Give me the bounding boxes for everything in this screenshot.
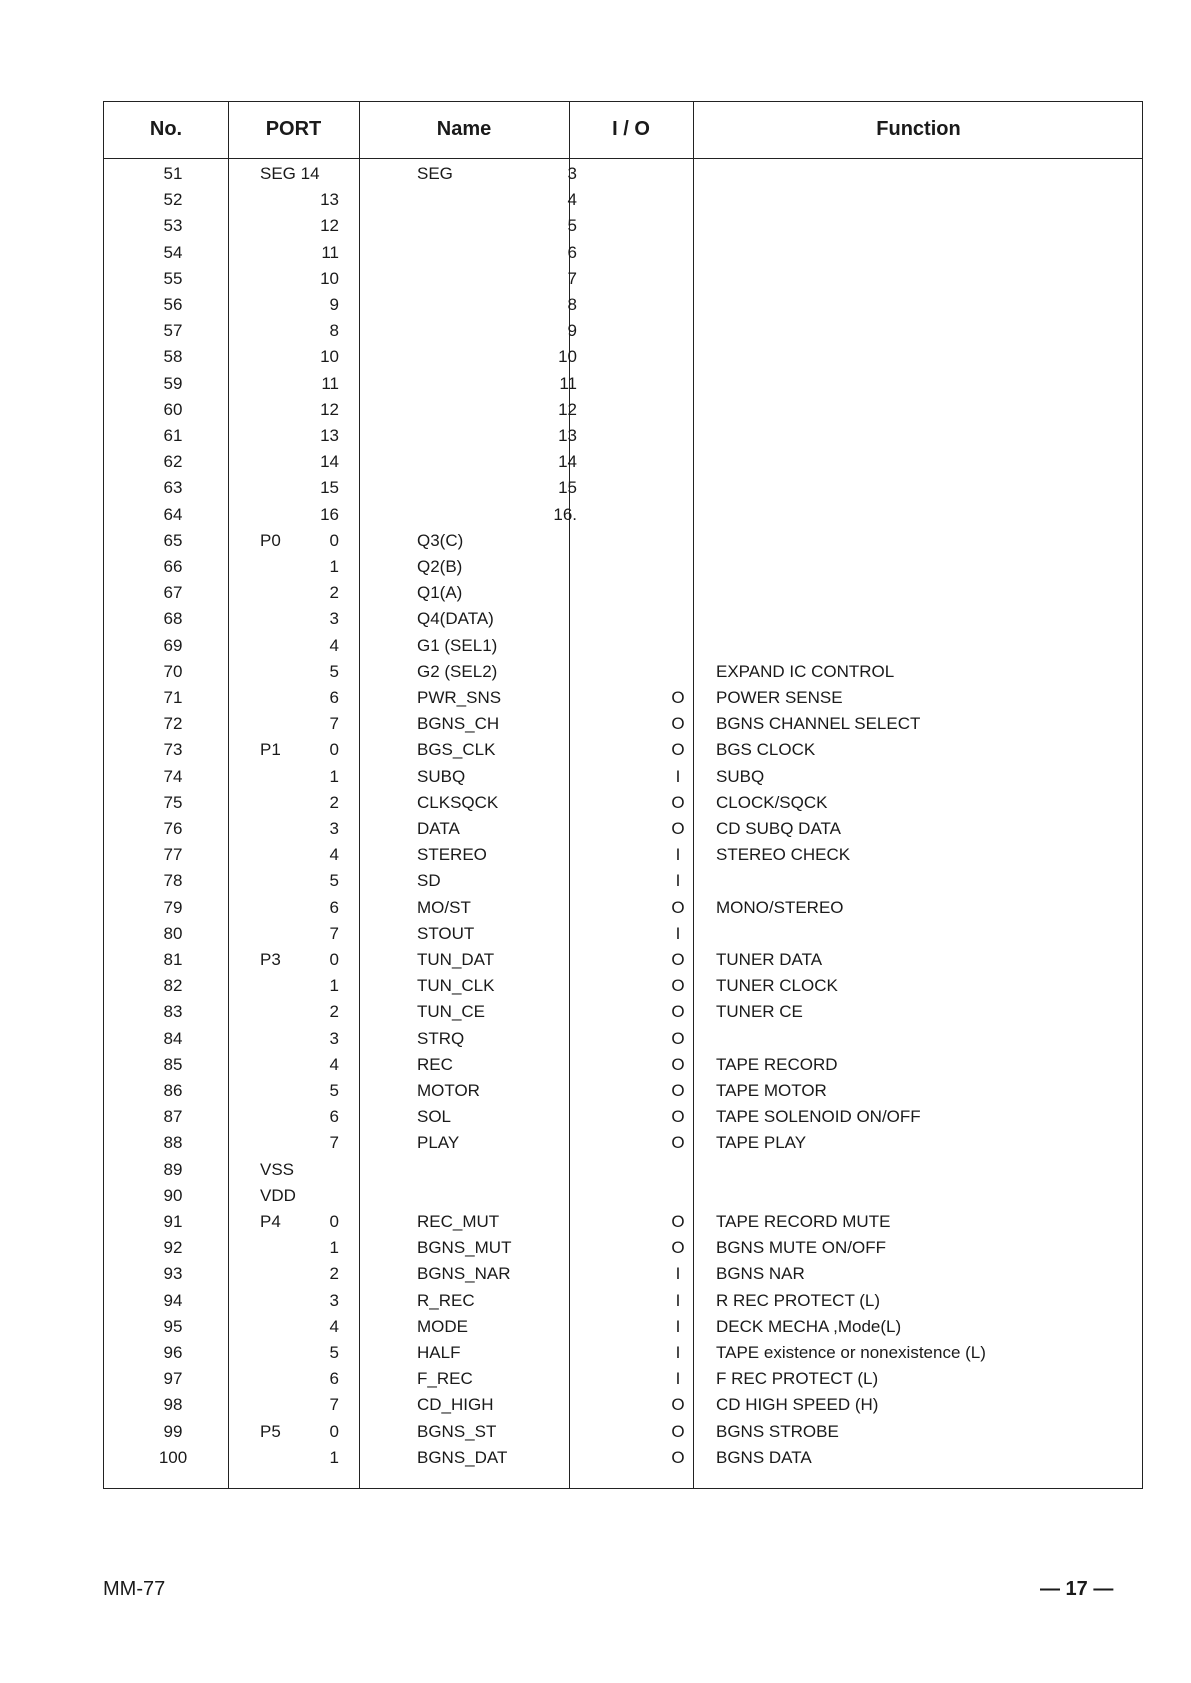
function-description: TAPE MOTOR: [716, 1081, 827, 1100]
port-bit: 4: [329, 1055, 339, 1074]
port-bit: 12: [320, 400, 339, 419]
header-divider: [104, 158, 1142, 159]
signal-name: Q3(C): [417, 531, 464, 550]
function-description: TAPE existence or nonexistence (L): [716, 1343, 986, 1362]
document-code: MM-77: [103, 1578, 166, 1600]
function-description: CD HIGH SPEED (H): [716, 1395, 879, 1414]
pin-number: 89: [163, 1160, 183, 1179]
segment-number: 13: [558, 426, 577, 445]
signal-name: CD_HIGH: [417, 1395, 494, 1414]
function-description: STEREO CHECK: [716, 845, 851, 864]
signal-name: HALF: [417, 1343, 461, 1362]
port-bit: 6: [329, 688, 339, 707]
port-bit: 0: [329, 1212, 339, 1231]
port-bit: 7: [329, 714, 339, 733]
port-group: P3: [260, 950, 281, 969]
io-direction: O: [671, 898, 685, 917]
pin-number: 91: [163, 1212, 183, 1231]
signal-name: MOTOR: [417, 1081, 480, 1100]
io-direction: O: [671, 1055, 685, 1074]
io-direction: O: [671, 714, 685, 733]
pin-number: 59: [163, 374, 183, 393]
io-direction: I: [675, 1317, 681, 1336]
port-bit: 1: [329, 1238, 339, 1257]
function-description: MONO/STEREO: [716, 898, 844, 917]
segment-number: 12: [558, 400, 577, 419]
function-description: BGNS STROBE: [716, 1422, 839, 1441]
function-description: TUNER DATA: [716, 950, 823, 969]
signal-name: REC: [417, 1055, 453, 1074]
pin-number: 96: [163, 1343, 183, 1362]
pin-number: 95: [163, 1317, 183, 1336]
port-group: P5: [260, 1422, 281, 1441]
pin-number: 63: [163, 478, 183, 497]
port-bit: 1: [329, 557, 339, 576]
function-description: DECK MECHA ,Mode(L): [716, 1317, 902, 1336]
column-divider: [228, 102, 229, 1488]
signal-name: DATA: [417, 819, 460, 838]
function-description: BGNS NAR: [716, 1264, 805, 1283]
signal-name: MO/ST: [417, 898, 471, 917]
port-group: SEG 14: [260, 164, 320, 183]
port-bit: 11: [321, 374, 339, 393]
io-direction: I: [675, 845, 681, 864]
port-bit: 12: [320, 216, 339, 235]
io-direction: O: [671, 1395, 685, 1414]
header-io: I / O: [612, 118, 650, 140]
pin-number: 79: [163, 898, 183, 917]
function-description: POWER SENSE: [716, 688, 843, 707]
header-name: Name: [436, 118, 492, 140]
pin-number: 66: [163, 557, 183, 576]
pin-number: 90: [163, 1186, 183, 1205]
pin-number: 100: [158, 1448, 188, 1467]
port-bit: 13: [320, 190, 339, 209]
port-bit: 5: [329, 662, 339, 681]
io-direction: O: [671, 793, 685, 812]
pin-number: 73: [163, 740, 183, 759]
segment-number: 9: [567, 321, 577, 340]
io-direction: I: [675, 1264, 681, 1283]
io-direction: O: [671, 976, 685, 995]
io-direction: O: [671, 819, 685, 838]
signal-name: STRQ: [417, 1029, 465, 1048]
header-no: No.: [149, 118, 183, 140]
port-bit: 15: [320, 478, 339, 497]
port-bit: 4: [329, 636, 339, 655]
header-function: Function: [876, 118, 961, 140]
pin-number: 77: [163, 845, 183, 864]
pin-number: 86: [163, 1081, 183, 1100]
pin-number: 93: [163, 1264, 183, 1283]
port-bit: 5: [329, 1081, 339, 1100]
signal-name: PLAY: [417, 1133, 460, 1152]
port-bit: 4: [329, 1317, 339, 1336]
signal-name: Q4(DATA): [417, 609, 494, 628]
signal-name: STEREO: [417, 845, 487, 864]
function-description: BGS CLOCK: [716, 740, 816, 759]
signal-name: TUN_DAT: [417, 950, 495, 969]
port-bit: 0: [329, 950, 339, 969]
pin-number: 70: [163, 662, 183, 681]
signal-name: SEG: [417, 164, 453, 183]
pin-number: 68: [163, 609, 183, 628]
pin-number: 87: [163, 1107, 183, 1126]
pin-number: 58: [163, 347, 183, 366]
pin-number: 57: [163, 321, 183, 340]
function-description: BGNS DATA: [716, 1448, 812, 1467]
port-bit: 10: [320, 269, 339, 288]
segment-number: 5: [567, 216, 577, 235]
io-direction: O: [671, 1212, 685, 1231]
pin-number: 92: [163, 1238, 183, 1257]
io-direction: O: [671, 740, 685, 759]
pin-number: 54: [163, 243, 183, 262]
pin-number: 88: [163, 1133, 183, 1152]
io-direction: O: [671, 688, 685, 707]
signal-name: PWR_SNS: [417, 688, 502, 707]
signal-name: SOL: [417, 1107, 452, 1126]
pin-number: 62: [163, 452, 183, 471]
port-bit: 7: [329, 924, 339, 943]
io-direction: I: [675, 1343, 681, 1362]
segment-number: 16.: [553, 505, 577, 524]
port-bit: 6: [329, 1107, 339, 1126]
signal-name: STOUT: [417, 924, 475, 943]
header-port: PORT: [265, 118, 322, 140]
io-direction: O: [671, 1422, 685, 1441]
signal-name: G2 (SEL2): [417, 662, 498, 681]
io-direction: I: [675, 767, 681, 786]
function-description: BGNS CHANNEL SELECT: [716, 714, 921, 733]
port-group: VSS: [260, 1160, 295, 1179]
io-direction: O: [671, 1029, 685, 1048]
port-group: P1: [260, 740, 281, 759]
pin-number: 56: [163, 295, 183, 314]
pin-number: 76: [163, 819, 183, 838]
function-description: SUBQ: [716, 767, 765, 786]
port-bit: 9: [329, 295, 339, 314]
pin-number: 72: [163, 714, 183, 733]
pin-number: 51: [163, 164, 183, 183]
port-bit: 5: [329, 1343, 339, 1362]
pin-number: 94: [163, 1291, 183, 1310]
port-bit: 3: [329, 819, 339, 838]
io-direction: O: [671, 1238, 685, 1257]
pin-number: 80: [163, 924, 183, 943]
pin-number: 60: [163, 400, 183, 419]
port-bit: 0: [329, 740, 339, 759]
pin-number: 61: [163, 426, 183, 445]
pin-number: 69: [163, 636, 183, 655]
port-function-table: [103, 101, 1143, 1489]
function-description: F REC PROTECT (L): [716, 1369, 879, 1388]
signal-name: REC_MUT: [417, 1212, 500, 1231]
segment-number: 14: [558, 452, 577, 471]
port-bit: 0: [329, 1422, 339, 1441]
port-bit: 2: [329, 1264, 339, 1283]
pin-number: 64: [163, 505, 183, 524]
io-direction: I: [675, 924, 681, 943]
signal-name: F_REC: [417, 1369, 473, 1388]
port-bit: 7: [329, 1133, 339, 1152]
pin-number: 75: [163, 793, 183, 812]
function-description: R REC PROTECT (L): [716, 1291, 881, 1310]
signal-name: Q1(A): [417, 583, 463, 602]
io-direction: I: [675, 871, 681, 890]
io-direction: O: [671, 1107, 685, 1126]
port-bit: 2: [329, 793, 339, 812]
signal-name: SUBQ: [417, 767, 466, 786]
signal-name: MODE: [417, 1317, 468, 1336]
pin-number: 65: [163, 531, 183, 550]
port-bit: 1: [329, 767, 339, 786]
signal-name: G1 (SEL1): [417, 636, 498, 655]
segment-number: 3: [567, 164, 577, 183]
port-bit: 10: [320, 347, 339, 366]
segment-number: 8: [567, 295, 577, 314]
function-description: TAPE RECORD MUTE: [716, 1212, 891, 1231]
pin-number: 84: [163, 1029, 183, 1048]
port-group: P0: [260, 531, 281, 550]
port-bit: 2: [329, 583, 339, 602]
port-bit: 2: [329, 1002, 339, 1021]
signal-name: BGS_CLK: [417, 740, 496, 759]
signal-name: BGNS_ST: [417, 1422, 497, 1441]
pin-number: 85: [163, 1055, 183, 1074]
pin-number: 98: [163, 1395, 183, 1414]
pin-number: 83: [163, 1002, 183, 1021]
port-bit: 4: [329, 845, 339, 864]
signal-name: R_REC: [417, 1291, 475, 1310]
segment-number: 10: [558, 347, 577, 366]
function-description: TAPE SOLENOID ON/OFF: [716, 1107, 921, 1126]
function-description: TUNER CLOCK: [716, 976, 838, 995]
io-direction: O: [671, 1448, 685, 1467]
signal-name: CLKSQCK: [417, 793, 499, 812]
segment-number: 4: [567, 190, 577, 209]
port-bit: 8: [329, 321, 339, 340]
column-divider: [359, 102, 360, 1488]
signal-name: TUN_CE: [417, 1002, 486, 1021]
signal-name: BGNS_CH: [417, 714, 500, 733]
segment-number: 15: [558, 478, 577, 497]
signal-name: Q2(B): [417, 557, 463, 576]
port-bit: 3: [329, 1029, 339, 1048]
port-bit: 11: [321, 243, 339, 262]
segment-number: 11: [559, 374, 577, 393]
port-group: P4: [260, 1212, 281, 1231]
function-description: TAPE PLAY: [716, 1133, 807, 1152]
function-description: EXPAND IC CONTROL: [716, 662, 895, 681]
pin-number: 99: [163, 1422, 183, 1441]
function-description: CD SUBQ DATA: [716, 819, 841, 838]
port-bit: 0: [329, 531, 339, 550]
pin-number: 55: [163, 269, 183, 288]
signal-name: BGNS_NAR: [417, 1264, 511, 1283]
signal-name: TUN_CLK: [417, 976, 495, 995]
io-direction: O: [671, 950, 685, 969]
io-direction: I: [675, 1369, 681, 1388]
port-bit: 1: [329, 1448, 339, 1467]
port-bit: 3: [329, 1291, 339, 1310]
segment-number: 7: [567, 269, 577, 288]
io-direction: O: [671, 1133, 685, 1152]
pin-number: 52: [163, 190, 183, 209]
io-direction: O: [671, 1002, 685, 1021]
segment-number: 6: [567, 243, 577, 262]
port-bit: 14: [320, 452, 339, 471]
port-group: VDD: [260, 1186, 296, 1205]
page-number: — 17 —: [1040, 1578, 1114, 1600]
pin-number: 53: [163, 216, 183, 235]
signal-name: SD: [417, 871, 441, 890]
port-bit: 6: [329, 1369, 339, 1388]
port-bit: 1: [329, 976, 339, 995]
io-direction: I: [675, 1291, 681, 1310]
function-description: CLOCK/SQCK: [716, 793, 828, 812]
function-description: TAPE RECORD: [716, 1055, 838, 1074]
function-description: BGNS MUTE ON/OFF: [716, 1238, 886, 1257]
port-bit: 5: [329, 871, 339, 890]
pin-number: 71: [163, 688, 183, 707]
pin-number: 82: [163, 976, 183, 995]
port-bit: 7: [329, 1395, 339, 1414]
function-description: TUNER CE: [716, 1002, 803, 1021]
pin-number: 78: [163, 871, 183, 890]
port-bit: 6: [329, 898, 339, 917]
port-bit: 13: [320, 426, 339, 445]
io-direction: O: [671, 1081, 685, 1100]
port-bit: 16: [320, 505, 339, 524]
signal-name: BGNS_MUT: [417, 1238, 512, 1257]
signal-name: BGNS_DAT: [417, 1448, 508, 1467]
pin-number: 97: [163, 1369, 183, 1388]
pin-number: 74: [163, 767, 183, 786]
pin-number: 67: [163, 583, 183, 602]
pin-number: 81: [163, 950, 183, 969]
port-bit: 3: [329, 609, 339, 628]
